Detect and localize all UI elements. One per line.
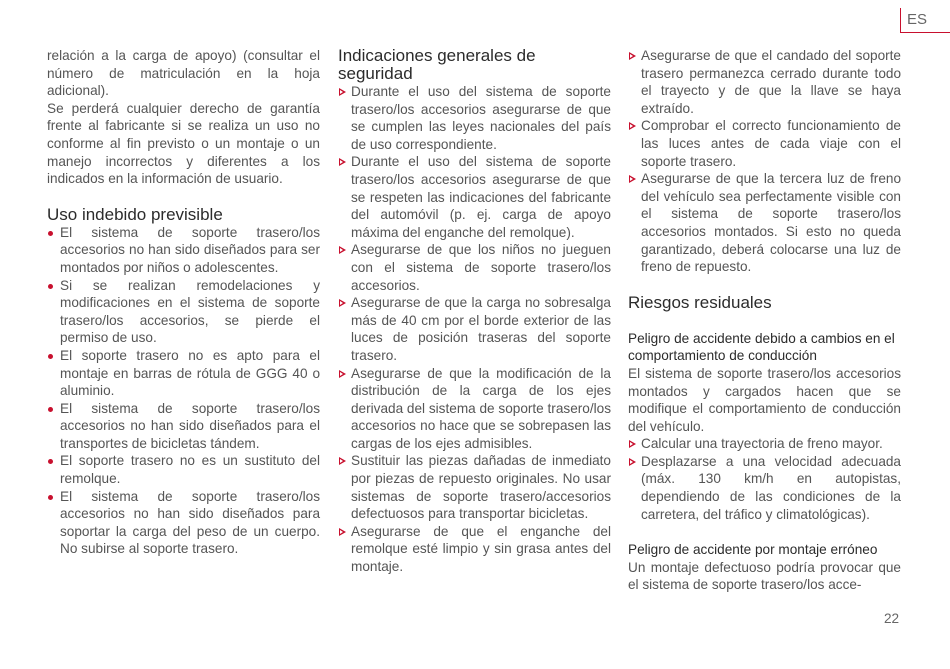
list-item: Durante el uso del sistema de soporte trasero/los accesorios asegurarse de que se cumplen las leyes nacionales del país de uso correspondiente. [338, 83, 611, 153]
intro-paragraph: relación a la carga de apoyo) (consultar el número de matriculación en la hoja adicional). [47, 48, 320, 99]
list-item: Si se realizan remodelaciones y modificaciones en el sistema de soporte trasero/los accesorios, se pierde el permiso de uso. [47, 277, 320, 347]
column-2 [338, 47, 611, 576]
list-item: Asegurarse de que el candado del soporte trasero permanezca cerrado durante todo el trayecto y de que la llave se haya extraído. [628, 47, 901, 117]
subheading-driving-behaviour: Peligro de accidente debido a cambios en el comportamiento de conducción [628, 330, 895, 364]
list-item: Asegurarse de que el enganche del remolque esté limpio y sin grasa antes del montaje. [338, 523, 611, 576]
heading-misuse: Uso indebido previsible [47, 204, 223, 224]
list-item: El sistema de soporte trasero/los accesorios no han sido diseñados para soportar la carga del peso de un cuerpo. No subirse al soporte trasero. [47, 488, 320, 558]
column-1 [47, 47, 320, 558]
safety-list [338, 83, 611, 576]
list-item: El soporte trasero no es apto para el montaje en barras de rótula de GGG 40 o aluminio. [47, 347, 320, 400]
safety-list-continued [628, 47, 901, 276]
list-item: Asegurarse de que la tercera luz de freno del vehículo sea perfectamente visible con el sistema de soporte trasero/los accesorios montados. Si esto no queda garantizado, deberá colocarse una luz de freno de repuesto. [628, 170, 901, 276]
list-item: Durante el uso del sistema de soporte trasero/los accesorios asegurarse de que se respeten las indicaciones del fabricante del automóvil (p. ej. carga de apoyo máxima del enganche del remolque). [338, 153, 611, 241]
list-item: Asegurarse de que los niños no jueguen con el sistema de soporte trasero/los accesorios. [338, 241, 611, 294]
language-label: ES [907, 11, 928, 28]
list-item: El sistema de soporte trasero/los accesorios no han sido diseñados para ser montados por niños o adolescentes. [47, 224, 320, 277]
page-number: 22 [884, 611, 900, 626]
subheading-mounting-error: Peligro de accidente por montaje erróneo [628, 542, 878, 558]
heading-safety: Indicaciones generales de seguridad [338, 46, 536, 83]
list-item: Sustituir las piezas dañadas de inmediato por piezas de repuesto originales. No usar sistemas de soporte trasero/accesorios defectuosos para transportar bicicletas. [338, 452, 611, 522]
driving-list [628, 435, 901, 523]
list-item: Asegurarse de que la modificación de la distribución de la carga de los ejes derivada del sistema de soporte trasero/los accesorios no hace que se sobrepasen las cargas de los ejes admisibles. [338, 365, 611, 453]
driving-paragraph: El sistema de soporte trasero/los accesorios montados y cargados hacen que se modifique el comportamiento de conducción del vehículo. [628, 365, 901, 434]
list-item: Desplazarse a una velocidad adecuada (máx. 130 km/h en autopistas, dependiendo de las condiciones de la carretera, del tráfico y climatológicas). [628, 453, 901, 523]
list-item: El sistema de soporte trasero/los accesorios no han sido diseñados para el transportes de bicicletas tándem. [47, 400, 320, 453]
list-item: El soporte trasero no es un sustituto del remolque. [47, 452, 320, 487]
list-item: Comprobar el correcto funcionamiento de las luces antes de cada viaje con el soporte trasero. [628, 117, 901, 170]
list-item: Asegurarse de que la carga no sobresalga más de 40 cm por el borde exterior de las luces de posición traseras del soporte trasero. [338, 294, 611, 364]
heading-residual-risks: Riesgos residuales [628, 292, 772, 312]
list-item: Calcular una trayectoria de freno mayor. [628, 435, 901, 453]
mounting-paragraph: Un montaje defectuoso podría provocar que el sistema de soporte trasero/los acce- [628, 559, 901, 593]
misuse-list [47, 224, 320, 558]
language-tab [900, 8, 950, 33]
column-3 [628, 47, 901, 594]
warranty-paragraph: Se perderá cualquier derecho de garantía frente al fabricante si se realiza un uso no conforme al fin previsto o un montaje o un manejo incorrectos y diferentes a los indicados en la información de usuario. [47, 100, 320, 187]
